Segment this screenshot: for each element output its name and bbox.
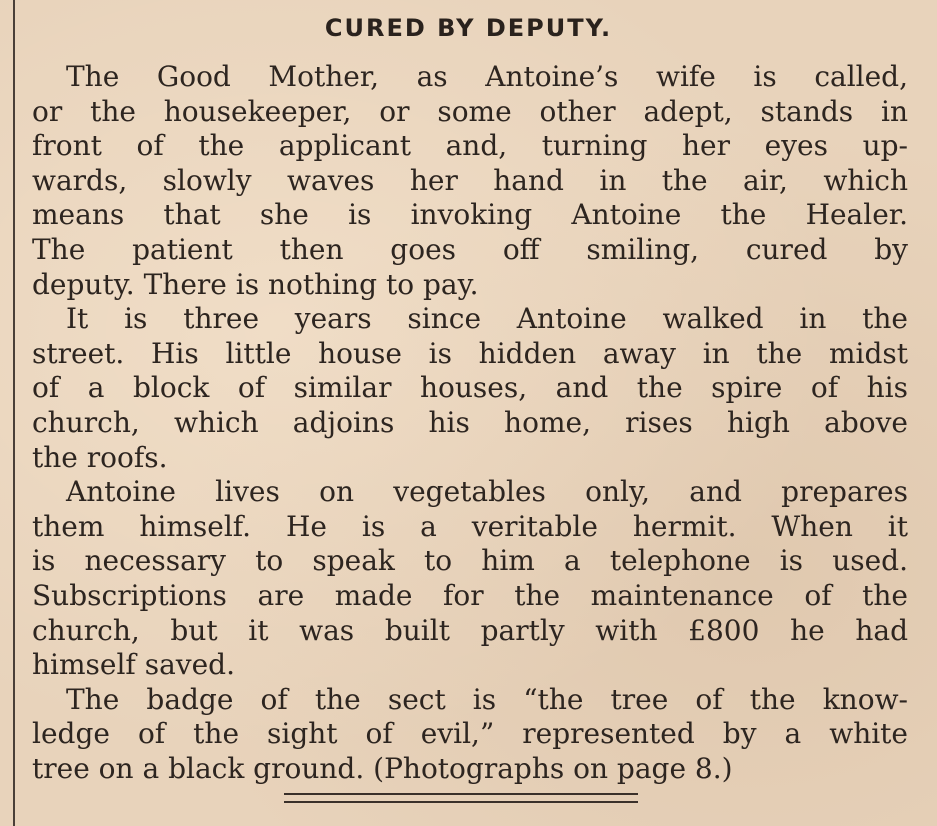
text-line: church, but it was built partly with £800 he had: [32, 613, 908, 647]
text-line: front of the applicant and, turning her eyes up-: [32, 129, 908, 163]
text-line: The Good Mother, as Antoine’s wife is called,: [66, 60, 908, 93]
column-rule: [13, 0, 15, 826]
text-line: ledge of the sight of evil,” represented by a white: [32, 717, 908, 751]
text-line: tree on a black ground. (Photographs on page 8.): [32, 751, 733, 785]
text-line: Antoine lives on vegetables only, and prepares: [66, 475, 908, 509]
end-of-article-rule: [284, 793, 638, 809]
text-line: The patient then goes off smiling, cured by: [32, 232, 908, 266]
text-line: himself saved.: [32, 648, 235, 682]
text-line: of a block of similar houses, and the spire of his: [32, 371, 908, 405]
divider: [284, 801, 638, 803]
text-line: means that she is invoking Antoine the Healer.: [32, 198, 908, 232]
text-line: deputy. There is nothing to pay.: [32, 267, 479, 301]
text-line: Subscriptions are made for the maintenance of the: [32, 578, 908, 612]
divider: [284, 793, 638, 795]
text-line: them himself. He is a veritable hermit. When it: [32, 509, 908, 543]
text-line: street. His little house is hidden away in the midst: [32, 336, 908, 370]
text-line: It is three years since Antoine walked in the: [66, 302, 908, 336]
text-line: church, which adjoins his home, rises high above: [32, 405, 908, 439]
text-line: the roofs.: [32, 440, 168, 474]
article-headline: CURED BY DEPUTY.: [324, 14, 613, 42]
text-line: The badge of the sect is “the tree of the know-: [66, 682, 908, 716]
text-line: or the housekeeper, or some other adept, stands in: [32, 94, 908, 128]
article-body: [32, 60, 908, 786]
text-line: wards, slowly waves her hand in the air, which: [32, 163, 908, 197]
text-line: is necessary to speak to him a telephone is used.: [32, 544, 908, 578]
